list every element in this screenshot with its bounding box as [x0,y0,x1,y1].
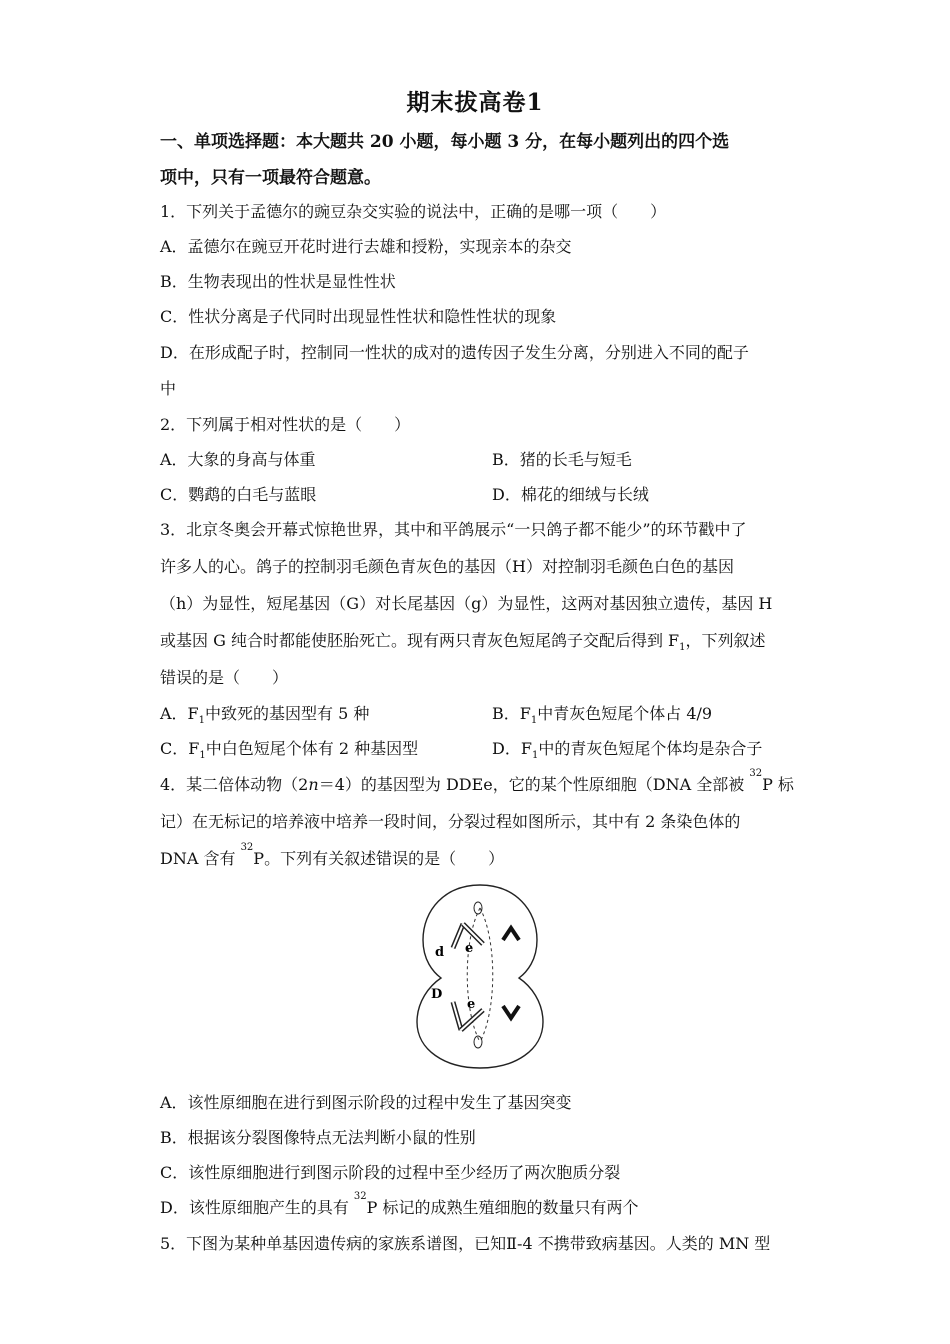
q2-option-d: D．棉花的细绒与长绒 [492,485,649,504]
q3-option-c: C．$F_1$中白色短尾个体有 2 种基因型 [160,739,419,762]
q1-option-d-line2: 中 [160,379,177,398]
q1-option-b: B．生物表现出的性状是显性性状 [160,272,396,291]
chromosome-dark-upper [503,928,519,940]
q2-stem: 2．下列属于相对性状的是（ ） [160,415,411,434]
spindle-fiber [480,908,493,1042]
q4-option-b: B．根据该分裂图像特点无法判断小鼠的性别 [160,1128,476,1147]
q1-option-c: C．性状分离是子代同时出现显性性状和隐性性状的现象 [160,307,557,326]
q3-stem-line1: 3．北京冬奥会开幕式惊艳世界，其中和平鸽展示“一只鸽子都不能少”的环节戳中了 [160,520,747,539]
q2-option-a: A．大象的身高与体重 [160,450,316,469]
q1-option-d-line1: D．在形成配子时，控制同一性状的成对的遗传因子发生分离，分别进入不同的配子 [160,343,749,362]
q3-stem-line3: （h）为显性，短尾基因（G）对长尾基因（g）为显性，这两对基因独立遗传，基因 H [160,594,773,613]
q5-stem-line1: 5．下图为某种单基因遗传病的家族系谱图，已知Ⅱ-4 不携带致病基因。人类的 MN 型 [160,1234,771,1253]
q4-stem-line3: DNA 含有 $^{32}$P。下列有关叙述错误的是（ ） [160,842,505,868]
q3-option-d: D．$F_1$中的青灰色短尾个体均是杂合子 [492,739,763,762]
q3-stem-line4: 或基因 G 纯合时都能使胚胎死亡。现有两只青灰色短尾鸽子交配后得到 $F_1$，下列叙述 [160,631,766,654]
q4-stem-line1: 4．某二倍体动物（2n＝4）的基因型为 DDEe，它的某个性原细胞（DNA 全部被 $^{32}$P 标 [160,768,794,794]
gene-label-d: d [435,945,445,960]
gene-label-e-lower: e [467,997,476,1012]
cell-division-figure [405,880,555,1070]
gene-label-D: D [431,987,443,1002]
section-heading-line1: 一、单项选择题：本大题共 20 小题，每小题 3 分，在每小题列出的四个选 [160,132,730,152]
q4-option-d: D．该性原细胞产生的具有 $^{32}$P 标记的成熟生殖细胞的数量只有两个 [160,1191,639,1217]
q4-stem-line2: 记）在无标记的培养液中培养一段时间，分裂过程如图所示，其中有 2 条染色体的 [160,812,741,831]
q1-stem: 1．下列关于孟德尔的豌豆杂交实验的说法中，正确的是哪一项（ ） [160,202,667,221]
q3-stem-line2: 许多人的心。鸽子的控制羽毛颜色青灰色的基因（H）对控制羽毛颜色白色的基因 [160,557,734,576]
section-heading-line2: 项中，只有一项最符合题意。 [160,168,381,188]
q3-option-b: B．$F_1$中青灰色短尾个体占 4/9 [492,704,713,727]
q4-option-c: C．该性原细胞进行到图示阶段的过程中至少经历了两次胞质分裂 [160,1163,621,1182]
q2-option-c: C．鹦鹉的白毛与蓝眼 [160,485,317,504]
q3-stem-line5: 错误的是（ ） [160,668,289,687]
chromosome-dark-lower [503,1006,519,1018]
page-title: 期末拔高卷1 [406,89,544,116]
cell-membrane [417,885,543,1068]
q3-option-a: A．$F_1$中致死的基因型有 5 种 [160,704,370,727]
q4-option-a: A．该性原细胞在进行到图示阶段的过程中发生了基因突变 [160,1093,572,1112]
centriole-upper [474,902,482,914]
q1-option-a: A．孟德尔在豌豆开花时进行去雄和授粉，实现亲本的杂交 [160,237,572,256]
q2-option-b: B．猪的长毛与短毛 [492,450,632,469]
gene-label-e: e [465,941,474,956]
